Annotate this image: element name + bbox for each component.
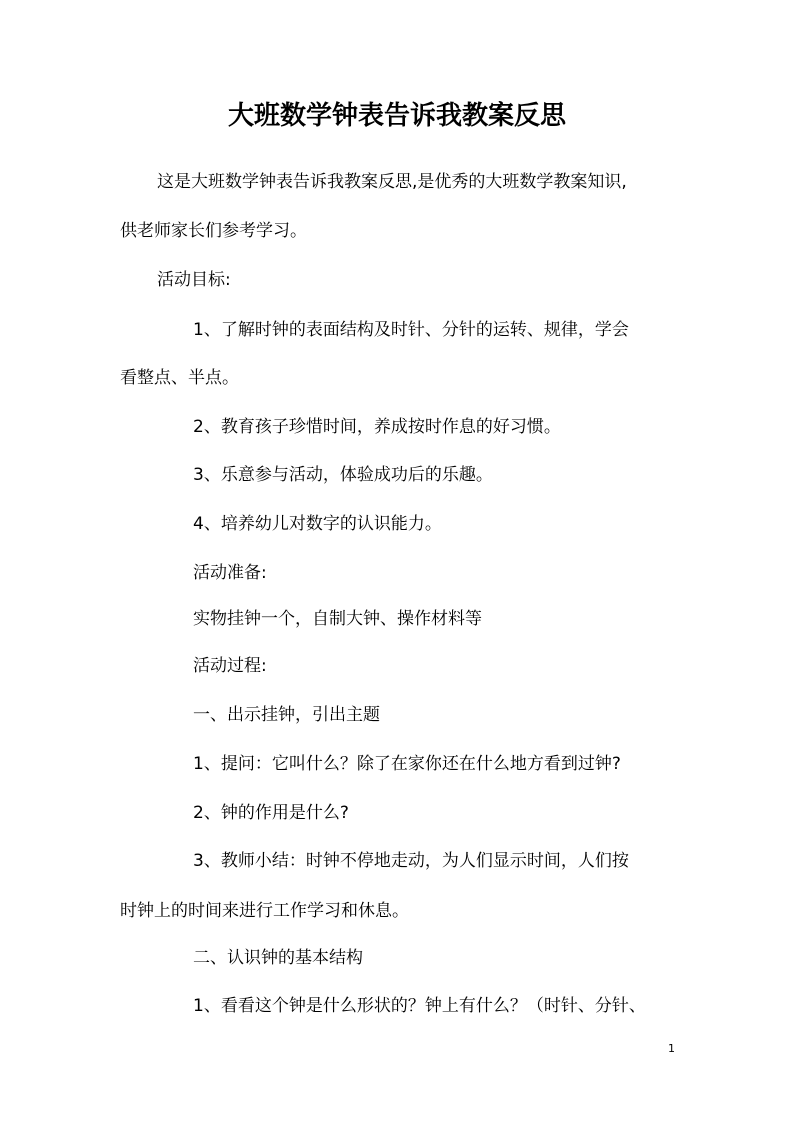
paragraph-line: 实物挂钟一个，自制大钟、操作材料等 <box>193 609 482 629</box>
paragraph-line: 2、教育孩子珍惜时间，养成按时作息的好习惯。 <box>193 417 561 437</box>
section-heading: 活动目标: <box>157 270 231 290</box>
paragraph-line: 1、看看这个钟是什么形状的？钟上有什么？（时针、分针、 <box>193 996 646 1016</box>
section-heading: 二、认识钟的基本结构 <box>193 948 363 968</box>
page-number: 1 <box>668 1042 675 1055</box>
paragraph-line: 1、了解时钟的表面结构及时针、分针的运转、规律，学会 <box>193 320 629 340</box>
section-heading: 活动准备: <box>193 563 267 583</box>
paragraph-line: 这是大班数学钟表告诉我教案反思,是优秀的大班数学教案知识, <box>157 172 627 192</box>
paragraph-line: 供老师家长们参考学习。 <box>120 221 307 241</box>
section-heading: 一、出示挂钟，引出主题 <box>193 705 380 725</box>
paragraph-line: 1、提问：它叫什么？除了在家你还在什么地方看到过钟? <box>193 754 621 774</box>
section-heading: 活动过程: <box>193 656 267 676</box>
paragraph-line: 看整点、半点。 <box>120 368 239 388</box>
paragraph-line: 3、教师小结：时钟不停地走动，为人们显示时间，人们按 <box>193 851 629 871</box>
paragraph-line: 4、培养幼儿对数字的认识能力。 <box>193 514 442 534</box>
paragraph-line: 时钟上的时间来进行工作学习和休息。 <box>120 901 409 921</box>
document-title: 大班数学钟表告诉我教案反思 <box>227 101 566 131</box>
paragraph-line: 3、乐意参与活动，体验成功后的乐趣。 <box>193 465 493 485</box>
paragraph-line: 2、钟的作用是什么? <box>193 803 349 823</box>
